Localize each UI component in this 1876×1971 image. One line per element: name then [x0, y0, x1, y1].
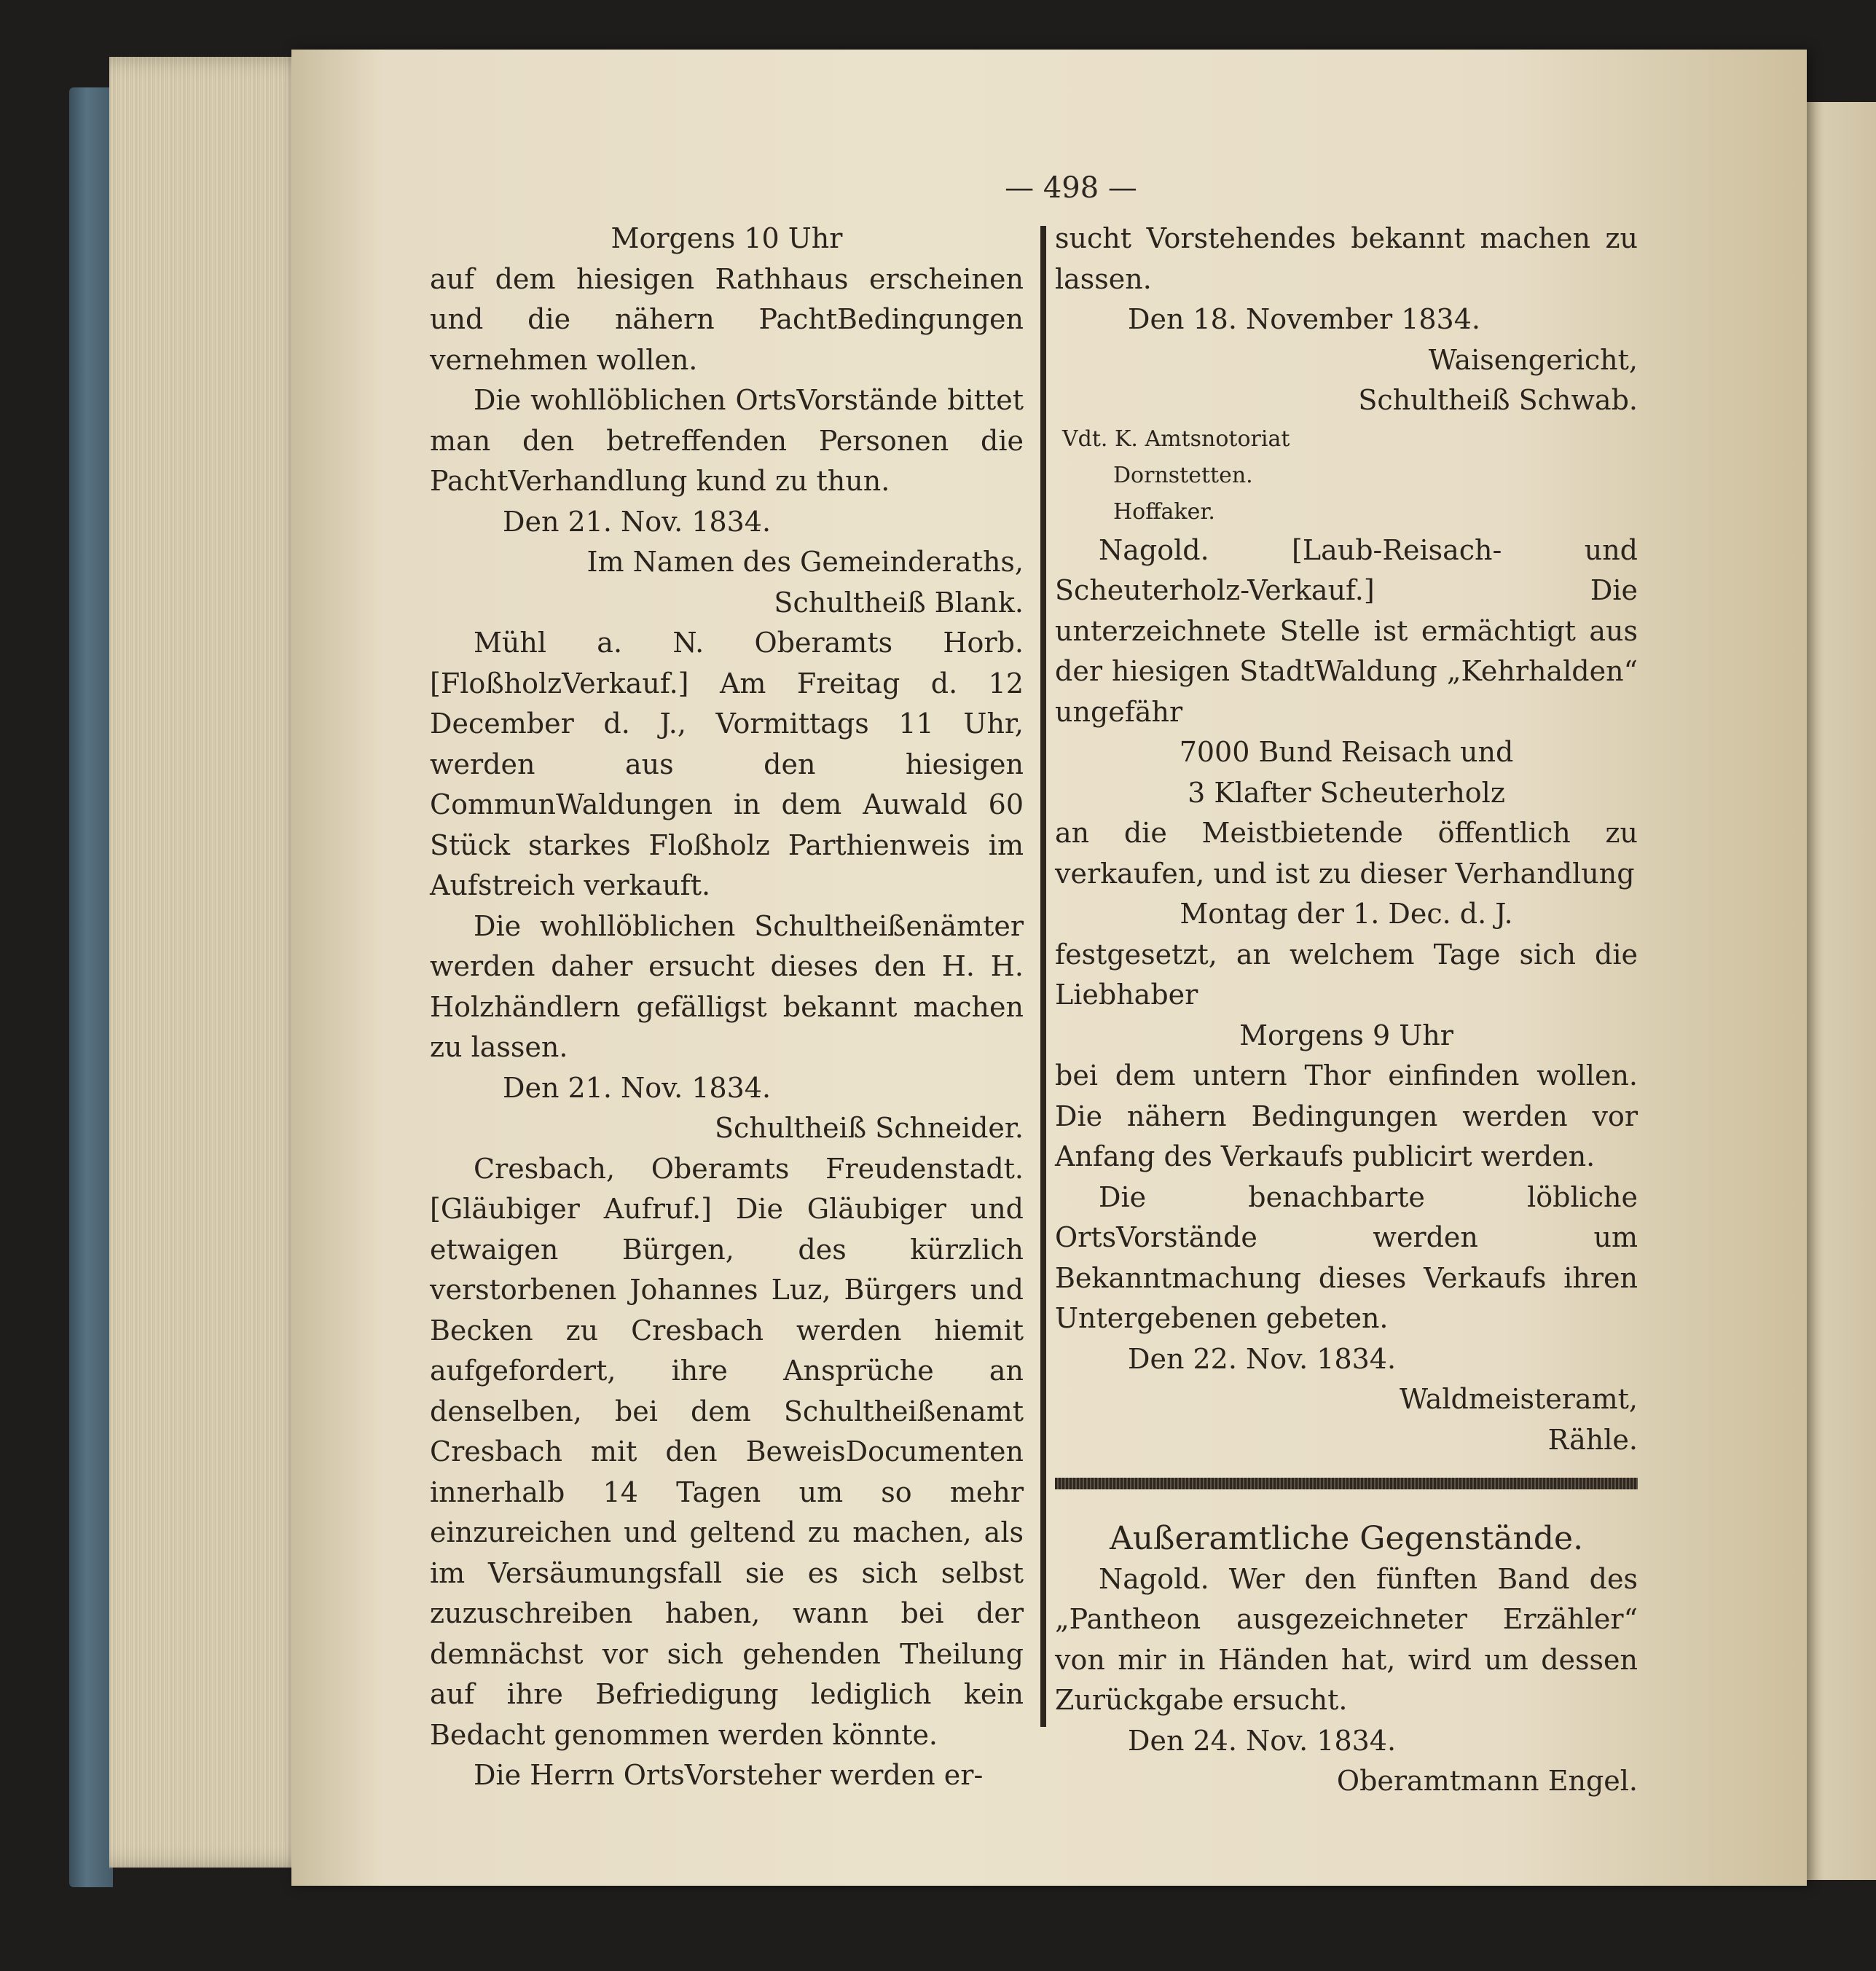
text-paragraph: Die benachbarte löbliche OrtsVorstände werden um Bekanntmachung dieses Verkaufs ihren Untergebenen gebeten.: [1055, 1180, 1638, 1334]
section-notices: [1055, 1559, 1638, 1802]
text-paragraph: Waisengericht,: [1428, 343, 1638, 376]
text-paragraph: 7000 Bund Reisach und: [1179, 736, 1514, 768]
text-paragraph: Rähle.: [1547, 1423, 1638, 1456]
text-paragraph: Den 22. Nov. 1834.: [1128, 1342, 1397, 1375]
text-paragraph: auf dem hiesigen Rathhaus erscheinen und die nähern PachtBedingungen vernehmen wollen.: [430, 262, 1024, 376]
right-column: [1055, 219, 1638, 1802]
text-paragraph: sucht Vorstehendes bekannt machen zu lassen.: [1055, 222, 1638, 295]
text-paragraph: Den 21. Nov. 1834.: [503, 1071, 772, 1104]
text-paragraph: an die Meistbietende öffentlich zu verkaufen, und ist zu dieser Verhandlung: [1055, 817, 1638, 890]
text-paragraph: Oberamtmann Engel.: [1336, 1765, 1638, 1797]
text-paragraph: Morgens 10 Uhr: [611, 222, 843, 254]
text-paragraph: Waldmeisteramt,: [1399, 1383, 1638, 1415]
text-paragraph: Schultheiß Schwab.: [1358, 384, 1638, 416]
section-rule: [1055, 1478, 1638, 1489]
text-paragraph: Mühl a. N. Oberamts Horb. [FloßholzVerkauf.] Am Freitag d. 12 December d. J., Vormittags 11 Uhr, werden aus den hiesigen CommunWaldungen in dem Auwald 60 Stück starkes Floßholz Parthienweis im Aufstreich verkauft.: [430, 627, 1024, 901]
text-paragraph: Nagold. Wer den fünften Band des „Pantheon ausgezeichneter Erzähler“ von mir in Händen hat, wird um dessen Zurückgabe ersucht.: [1055, 1562, 1638, 1716]
book-cover-edge: [69, 87, 113, 1887]
text-paragraph: Nagold. [Laub-Reisach- und Scheuterholz-Verkauf.] Die unterzeichnete Stelle ist ermächtigt aus der hiesigen StadtWaldung „Kehrhalden“ ungefähr: [1055, 533, 1638, 728]
text-paragraph: Die wohllöblichen OrtsVorstände bittet man den betreffenden Personen die PachtVerhandlung kund zu thun.: [430, 384, 1024, 497]
text-paragraph: Montag der 1. Dec. d. J.: [1180, 898, 1513, 930]
text-paragraph: Vdt. K. Amtsnotoriat: [1062, 426, 1290, 452]
text-paragraph: Dornstetten.: [1113, 462, 1253, 488]
right-column-notices: [1055, 219, 1638, 1460]
text-paragraph: Die Herrn OrtsVorsteher werden er-: [474, 1759, 984, 1791]
text-paragraph: Schultheiß Schneider.: [714, 1112, 1024, 1144]
text-paragraph: Den 18. November 1834.: [1128, 303, 1480, 335]
text-paragraph: Schultheiß Blank.: [774, 586, 1024, 619]
text-paragraph: Den 21. Nov. 1834.: [503, 505, 772, 538]
text-paragraph: 3 Klafter Scheuterholz: [1188, 776, 1505, 809]
text-paragraph: festgesetzt, an welchem Tage sich die Liebhaber: [1055, 938, 1638, 1011]
column-divider: [1040, 226, 1046, 1727]
text-paragraph: Morgens 9 Uhr: [1239, 1019, 1453, 1051]
left-column: [430, 219, 1024, 1796]
text-paragraph: Im Namen des Gemeinderaths,: [586, 546, 1024, 578]
page-number: — 498 —: [1005, 171, 1137, 205]
text-paragraph: Die wohllöblichen Schultheißenämter werden daher ersucht dieses den H. H. Holzhändlern gefälligst bekannt machen zu lassen.: [430, 909, 1024, 1063]
text-paragraph: bei dem untern Thor einfinden wollen. Die nähern Bedingungen werden vor Anfang des Verkaufs publicirt werden.: [1055, 1059, 1638, 1172]
text-paragraph: Den 24. Nov. 1834.: [1128, 1724, 1397, 1757]
section-heading: Außeramtliche Gegenstände.: [1109, 1520, 1584, 1557]
text-paragraph: Hoffaker.: [1113, 498, 1215, 525]
text-paragraph: Cresbach, Oberamts Freudenstadt. [Gläubiger Aufruf.] Die Gläubiger und etwaigen Bürgen, des kürzlich verstorbenen Johannes Luz, Bürgers und Becken zu Cresbach werden hiemit aufgefordert, ihre Ansprüche an denselben, bei dem Schultheißenamt Cresbach mit den BeweisDocumenten innerhalb 14 Tagen um so mehr einzureichen und geltend zu machen, als im Versäumungsfall sie es sich selbst zuzuschreiben haben, wann bei der demnächst vor sich gehenden Theilung auf ihre Befriedigung lediglich kein Bedacht genommen werden könnte.: [430, 1152, 1024, 1751]
